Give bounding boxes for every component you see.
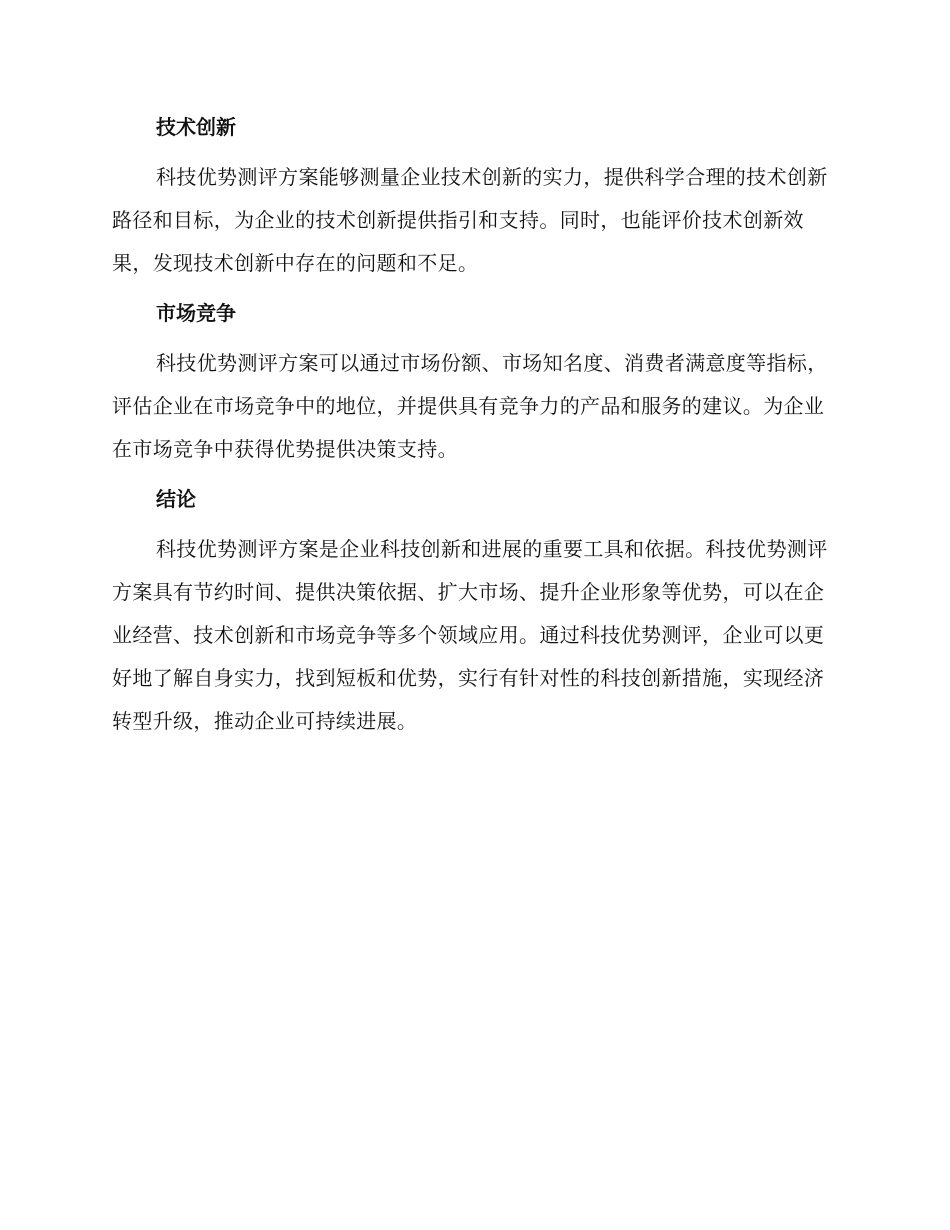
section-heading: 市场竞争 (156, 301, 236, 325)
section-market-competition (112, 298, 836, 471)
section-conclusion (112, 484, 836, 743)
section-technology-innovation (112, 112, 836, 285)
section-paragraph: 科技优势测评方案是企业科技创新和进展的重要工具和依据。科技优势测评方案具有节约时间、提供决策依据、扩大市场、提升企业形象等优势，可以在企业经营、技术创新和市场竞争等多个领域应用。通过科技优势测评，企业可以更好地了解自身实力，找到短板和优势，实行有针对性的科技创新措施，实现经济转型升级，推动企业可持续进展。 (112, 537, 828, 733)
section-heading: 结论 (156, 487, 196, 511)
section-paragraph: 科技优势测评方案能够测量企业技术创新的实力，提供科学合理的技术创新路径和目标，为企业的技术创新提供指引和支持。同时，也能评价技术创新效果，发现技术创新中存在的问题和不足。 (112, 165, 828, 275)
section-paragraph: 科技优势测评方案可以通过市场份额、市场知名度、消费者满意度等指标，评估企业在市场竞争中的地位，并提供具有竞争力的产品和服务的建议。为企业在市场竞争中获得优势提供决策支持。 (112, 351, 828, 461)
document-page (112, 112, 836, 756)
section-heading: 技术创新 (156, 115, 236, 139)
